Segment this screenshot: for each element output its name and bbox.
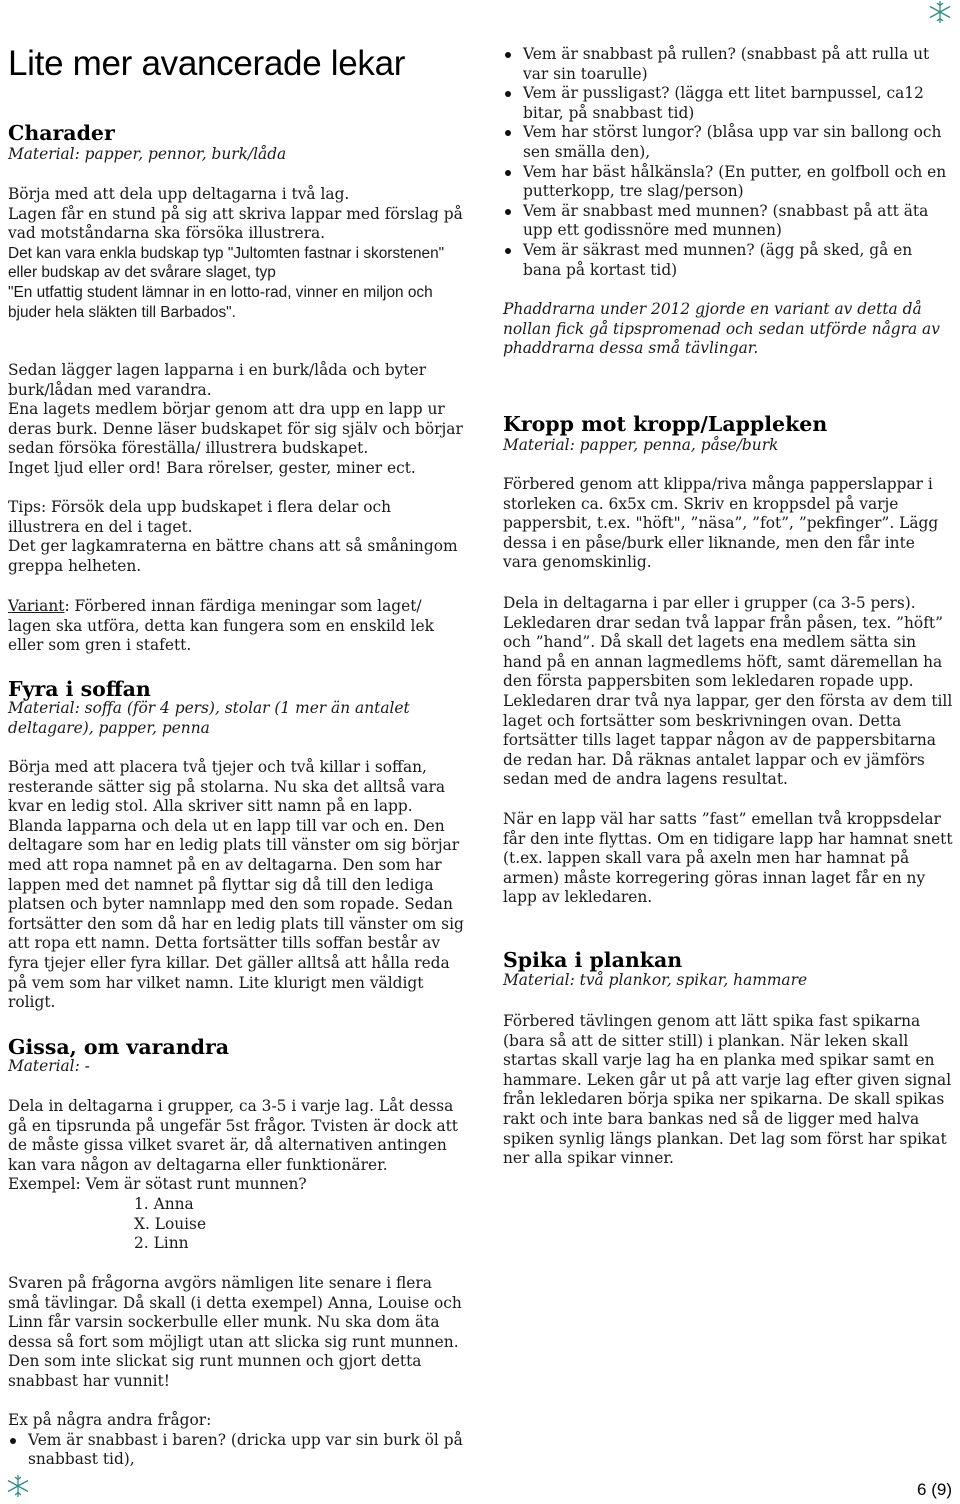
paragraph: Inget ljud eller ord! Bara rörelser, gester, miner ect. — [8, 458, 416, 477]
page-number: 6 (9) — [917, 1480, 952, 1499]
charader-material: Material: papper, pennor, burk/låda — [8, 145, 287, 163]
charader-variant — [8, 597, 466, 656]
paragraph: Ena lagets medlem börjar genom att dra upp en lapp ur deras burk. Denne läser budskapet för sig själv och börjar sedan försöka föreställa/ illustrera budskapet. — [8, 400, 463, 458]
list-item: Vem är snabbast i baren? (dricka upp var sin burk öl på snabbast tid), — [8, 1431, 466, 1470]
paragraph: Ex på några andra frågor: — [8, 1411, 212, 1429]
list-item: Vem är snabbast med munnen? (snabbast på att äta upp ett godissnöre med munnen) — [503, 202, 953, 241]
option: 2. Linn — [134, 1234, 189, 1253]
charader-intro — [8, 185, 466, 322]
spika-material: Material: två plankor, spikar, hammare — [503, 971, 808, 989]
list-item: Vem har störst lungor? (blåsa upp var sin ballong och sen smälla den), — [503, 123, 953, 162]
paragraph: Sedan lägger lagen lapparna i en burk/låda och byter burk/lådan med varandra. — [8, 361, 427, 399]
gissa-explanation: Svaren på frågorna avgörs nämligen lite senare i flera små tävlingar. Då skall (i detta exempel) Anna, Louise och Linn får varsin sockerbulle eller munk. Nu ska dom äta dessa så fort som möjligt utan att slicka sig runt munnen. Den som inte slickat sig runt munnen och gjort detta snabbast har vunnit! — [8, 1274, 462, 1390]
list-item: Vem har bäst hålkänsla? (En putter, en golfboll och en putterkopp, tre slag/person) — [503, 163, 953, 202]
charader-heading: Charader — [8, 121, 115, 145]
kropp-material: Material: papper, penna, påse/burk — [503, 436, 779, 454]
list-item: Vem är pussligast? (lägga ett litet barnpussel, ca12 bitar, på snabbast tid) — [503, 84, 953, 123]
gissa-heading: Gissa, om varandra — [8, 1035, 230, 1059]
list-item: Vem är säkrast med munnen? (ägg på sked, gå en bana på kortast tid) — [503, 241, 953, 280]
spika-heading: Spika i plankan — [503, 948, 683, 972]
gissa-material: Material: - — [8, 1057, 90, 1075]
gissa-intro — [8, 1097, 466, 1254]
option: X. Louise — [134, 1214, 207, 1233]
paragraph: eller budskap av det svårare slaget, typ — [8, 264, 276, 282]
snowflake-icon — [6, 1474, 30, 1498]
kropp-heading: Kropp mot kropp/Lappleken — [503, 412, 828, 436]
spika-text: Förbered tävlingen genom att lätt spika fast spikarna (bara så att de sitter still) i plankan. När leken skall startas skall varje lag ha en planka med spikar samt en hammare. Leken går ut på att varje lag efter given signal från lekledaren börja spika ner spikarna. De skall spikas rakt och inte bara bankas ned så de ligger med halva spiken synlig längs plankan. Det lag som först har spikat ner alla spikar vinner. — [503, 1012, 952, 1168]
fyra-text: Börja med att placera två tjejer och två killar i soffan, resterande sätter sig på stolarna. Nu ska det alltså vara kvar en ledig stol. Alla skriver sitt namn på en lapp. Blanda lapparna och dela ut en lapp till var och en. Den deltagare som har en ledig plats till vänster om sig börjar med att ropa namnet på en av deltagarna. Den som har lappen med det namnet på flyttar sig då till den lediga platsen och byter namnlapp med den som ropade. Sedan fortsätter den som då har en ledig plats till vänster om sig att ropa ett namn. Detta fortsätter tills soffan består av fyra tjejer eller fyra killar. Det gäller alltså att hålla reda på vem som har vilket namn. Lite klurigt men väldigt roligt. — [8, 758, 464, 1012]
option: 1. Anna — [134, 1194, 194, 1213]
list-item: Vem är snabbast på rullen? (snabbast på att rulla ut var sin toarulle) — [503, 45, 953, 84]
paragraph: Tips: Försök dela upp budskapet i flera delar och illustrera en del i taget. — [8, 498, 392, 536]
paragraph: "En utfattig student lämnar in en lotto-rad, vinner en miljon och bjuder hela släkten till Barbados". — [8, 283, 433, 321]
paragraph: Det ger lagkamraterna en bättre chans att så småningom greppa helheten. — [8, 537, 458, 575]
paragraph: Det kan vara enkla budskap typ "Jultomten fastnar i skorstenen" — [8, 244, 445, 262]
kropp-rules: Dela in deltagarna i par eller i grupper (ca 3-5 pers). Lekledaren drar sedan två lappar från påsen, tex. ”höft” och ”hand”. Då skall det lagets ena medlem sätta sin hand på en annan lagmedlems höft, samt däremellan ha den första pappersbiten som lekledaren ropade upp. Lekledaren drar två nya lappar, ger den första av dem till laget och fortsätter som beskrivningen ovan. Detta fortsätter tills laget tappar någon av de pappersbitarna de redan har. Då räknas antalet lappar och ev jämförs sedan med de andra lagens resultat. — [503, 594, 953, 789]
paragraph: Lagen får en stund på sig att skriva lappar med förslag på vad motståndarna ska försöka illustrera. — [8, 204, 463, 243]
variant-label: Variant — [8, 597, 65, 615]
phaddrar-note: Phaddrarna under 2012 gjorde en variant av detta då nollan fick gå tipspromenad och sedan utförde några av phaddrarna dessa små tävlingar. — [503, 300, 940, 358]
variant-text: : Förbered innan färdiga meningar som laget/ lagen ska utföra, detta kan fungera som en enskild lek eller som gren i stafett. — [8, 597, 434, 655]
paragraph: Börja med att dela upp deltagarna i två lag. — [8, 185, 350, 203]
question-list — [8, 1431, 466, 1470]
gissa-other-questions — [8, 1411, 466, 1470]
paragraph: Dela in deltagarna i grupper, ca 3-5 i varje lag. Låt dessa gå en tipsrunda på ungefär 5st frågor. Tvisten är dock att de måste gissa vilket svaret är, då alternativen antingen kan vara någon av deltagarna eller funktionärer. — [8, 1097, 458, 1174]
kropp-prep: Förbered genom att klippa/riva många papperslappar i storleken ca. 6x5x cm. Skriv en kroppsdel på varje pappersbit, t.ex. "höft", ”näsa”, ”fot”, ”pekfinger”. Lägg dessa i en påse/burk eller liknande, men den får inte vara genomskinlig. — [503, 475, 939, 572]
fyra-heading: Fyra i soffan — [8, 677, 151, 701]
snowflake-icon — [928, 0, 952, 24]
kropp-note: När en lapp väl har satts ”fast” emellan två kroppsdelar får den inte flyttas. Om en tidigare lapp har hamnat snett (t.ex. lappen skall vara på axeln men har hamnat på armen) måste korregering göras innan laget får en ny lapp av lekledaren. — [503, 810, 953, 907]
charader-tips — [8, 498, 466, 576]
example: Exempel: Vem är sötast runt munnen? — [8, 1175, 307, 1194]
question-list-continued — [503, 45, 953, 280]
page-title: Lite mer avancerade lekar — [8, 44, 406, 83]
charader-rules — [8, 361, 466, 479]
fyra-material: Material: soffa (för 4 pers), stolar (1 mer än antalet deltagare), papper, penna — [8, 699, 410, 737]
